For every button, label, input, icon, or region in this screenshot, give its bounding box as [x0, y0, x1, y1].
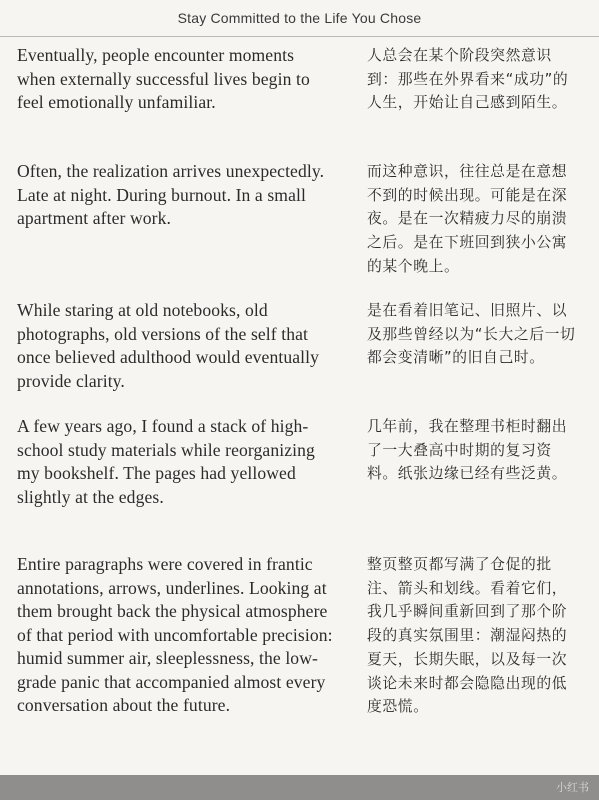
- chinese-paragraph: 人总会在某个阶段突然意识到：那些在外界看来“成功”的人生，开始让自己感到陌生。: [367, 47, 569, 112]
- chinese-paragraph: 整页整页都写满了仓促的批注、箭头和划线。看着它们，我几乎瞬间重新回到了那个阶段的真实氛围里：潮湿闷热的夏天，长期失眠，以及每一次谈论未来时都会隐隐出现的低度恐慌。: [367, 556, 568, 716]
- english-paragraph: Entire paragraphs were covered in frantic annotations, arrows, underlines. Looking at them brought back the physical atmosphere of that period with uncomfortable precision: humid summer air, sleeplessness, the low-grade panic that accompanied almost every conversation about the future.: [17, 554, 333, 715]
- english-paragraph: While staring at old notebooks, old photographs, old versions of the self that once believed adulthood would eventually provide clarity.: [17, 300, 320, 391]
- english-paragraph: Eventually, people encounter moments when externally successful lives begin to feel emotionally unfamiliar.: [17, 45, 310, 112]
- english-paragraph: A few years ago, I found a stack of high-school study materials while reorganizing my bookshelf. The pages had yellowed slightly at the edges.: [17, 416, 315, 507]
- chinese-paragraph: 几年前，我在整理书柜时翻出了一大叠高中时期的复习资料。纸张边缘已经有些泛黄。: [367, 418, 568, 483]
- watermark-logo: 小红书: [556, 781, 589, 794]
- bottom-bar: [0, 775, 599, 800]
- english-paragraph: Often, the realization arrives unexpectedly. Late at night. During burnout. In a small apartment after work.: [17, 161, 325, 228]
- chinese-paragraph: 而这种意识，往往总是在意想不到的时候出现。可能是在深夜。是在一次精疲力尽的崩溃之后。是在下班回到狭小公寓的某个晚上。: [367, 163, 568, 275]
- page-title: Stay Committed to the Life You Chose: [177, 10, 422, 26]
- page-header: [0, 0, 599, 37]
- chinese-paragraph: 是在看着旧笔记、旧照片、以及那些曾经以为“长大之后一切都会变清晰”的旧自己时。: [367, 302, 576, 367]
